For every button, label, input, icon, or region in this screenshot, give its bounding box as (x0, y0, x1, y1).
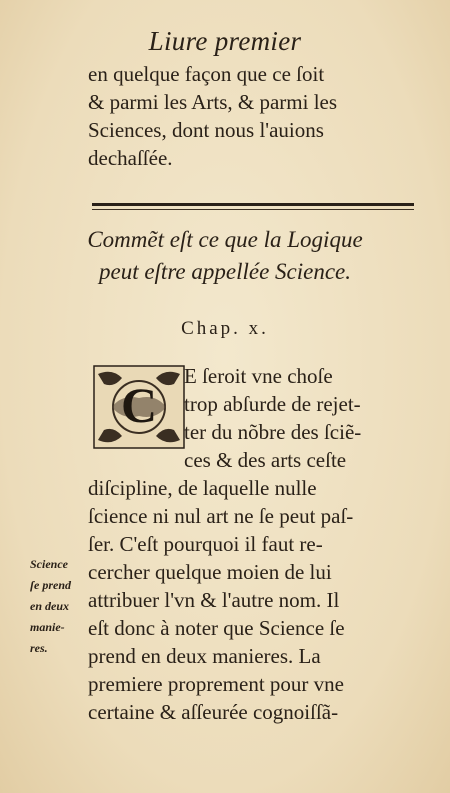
text-line: & parmi les Arts, & parmi les (88, 90, 338, 114)
heading-line: Commẽt eſt ce que la Logique (87, 227, 363, 252)
top-paragraph (88, 60, 418, 172)
margin-note-line: ſe prend (30, 578, 71, 592)
margin-note-line: en deux (30, 599, 69, 613)
text-line: dechaſſée. (88, 146, 173, 170)
text-line: ces & des arts ceſte (184, 448, 347, 472)
text-line: trop abſurde de rejet- (184, 392, 361, 416)
running-head: Liure premier (148, 26, 302, 56)
text-line: prend en deux manieres. La (88, 644, 321, 668)
margin-note-line: Science (30, 557, 68, 571)
text-line: Sciences, dont nous l'auions (88, 118, 324, 142)
text-line: en quelque façon que ce ſoit (88, 62, 325, 86)
dropcap-letter: C (120, 377, 158, 433)
margin-note-line: res. (30, 641, 48, 655)
main-paragraph (88, 362, 418, 726)
section-divider-thin (92, 209, 414, 210)
text-line: attribuer l'vn & l'autre nom. Il (88, 588, 340, 612)
text-line: certaine & aſſeurée cognoiſſã- (88, 700, 339, 724)
text-line: ter du nõbre des ſciẽ- (184, 420, 362, 444)
text-line: premiere proprement pour vne (88, 672, 344, 696)
heading-line: peut eſtre appellée Science. (98, 259, 352, 284)
text-line: diſcipline, de laquelle nulle (88, 476, 317, 500)
text-line: cercher quelque moien de lui (88, 560, 332, 584)
section-divider (92, 203, 414, 206)
chapter-number: Chap. x. (181, 318, 269, 339)
text-line: E ſeroit vne choſe (184, 364, 333, 388)
text-line: ſer. C'eſt pourquoi il faut re- (88, 532, 323, 556)
text-line: eſt donc à noter que Science ſe (88, 616, 345, 640)
chapter-heading (0, 224, 450, 288)
margin-note (30, 554, 96, 659)
text-line: ſcience ni nul art ne ſe peut paſ- (88, 504, 354, 528)
margin-note-line: manie- (30, 620, 65, 634)
